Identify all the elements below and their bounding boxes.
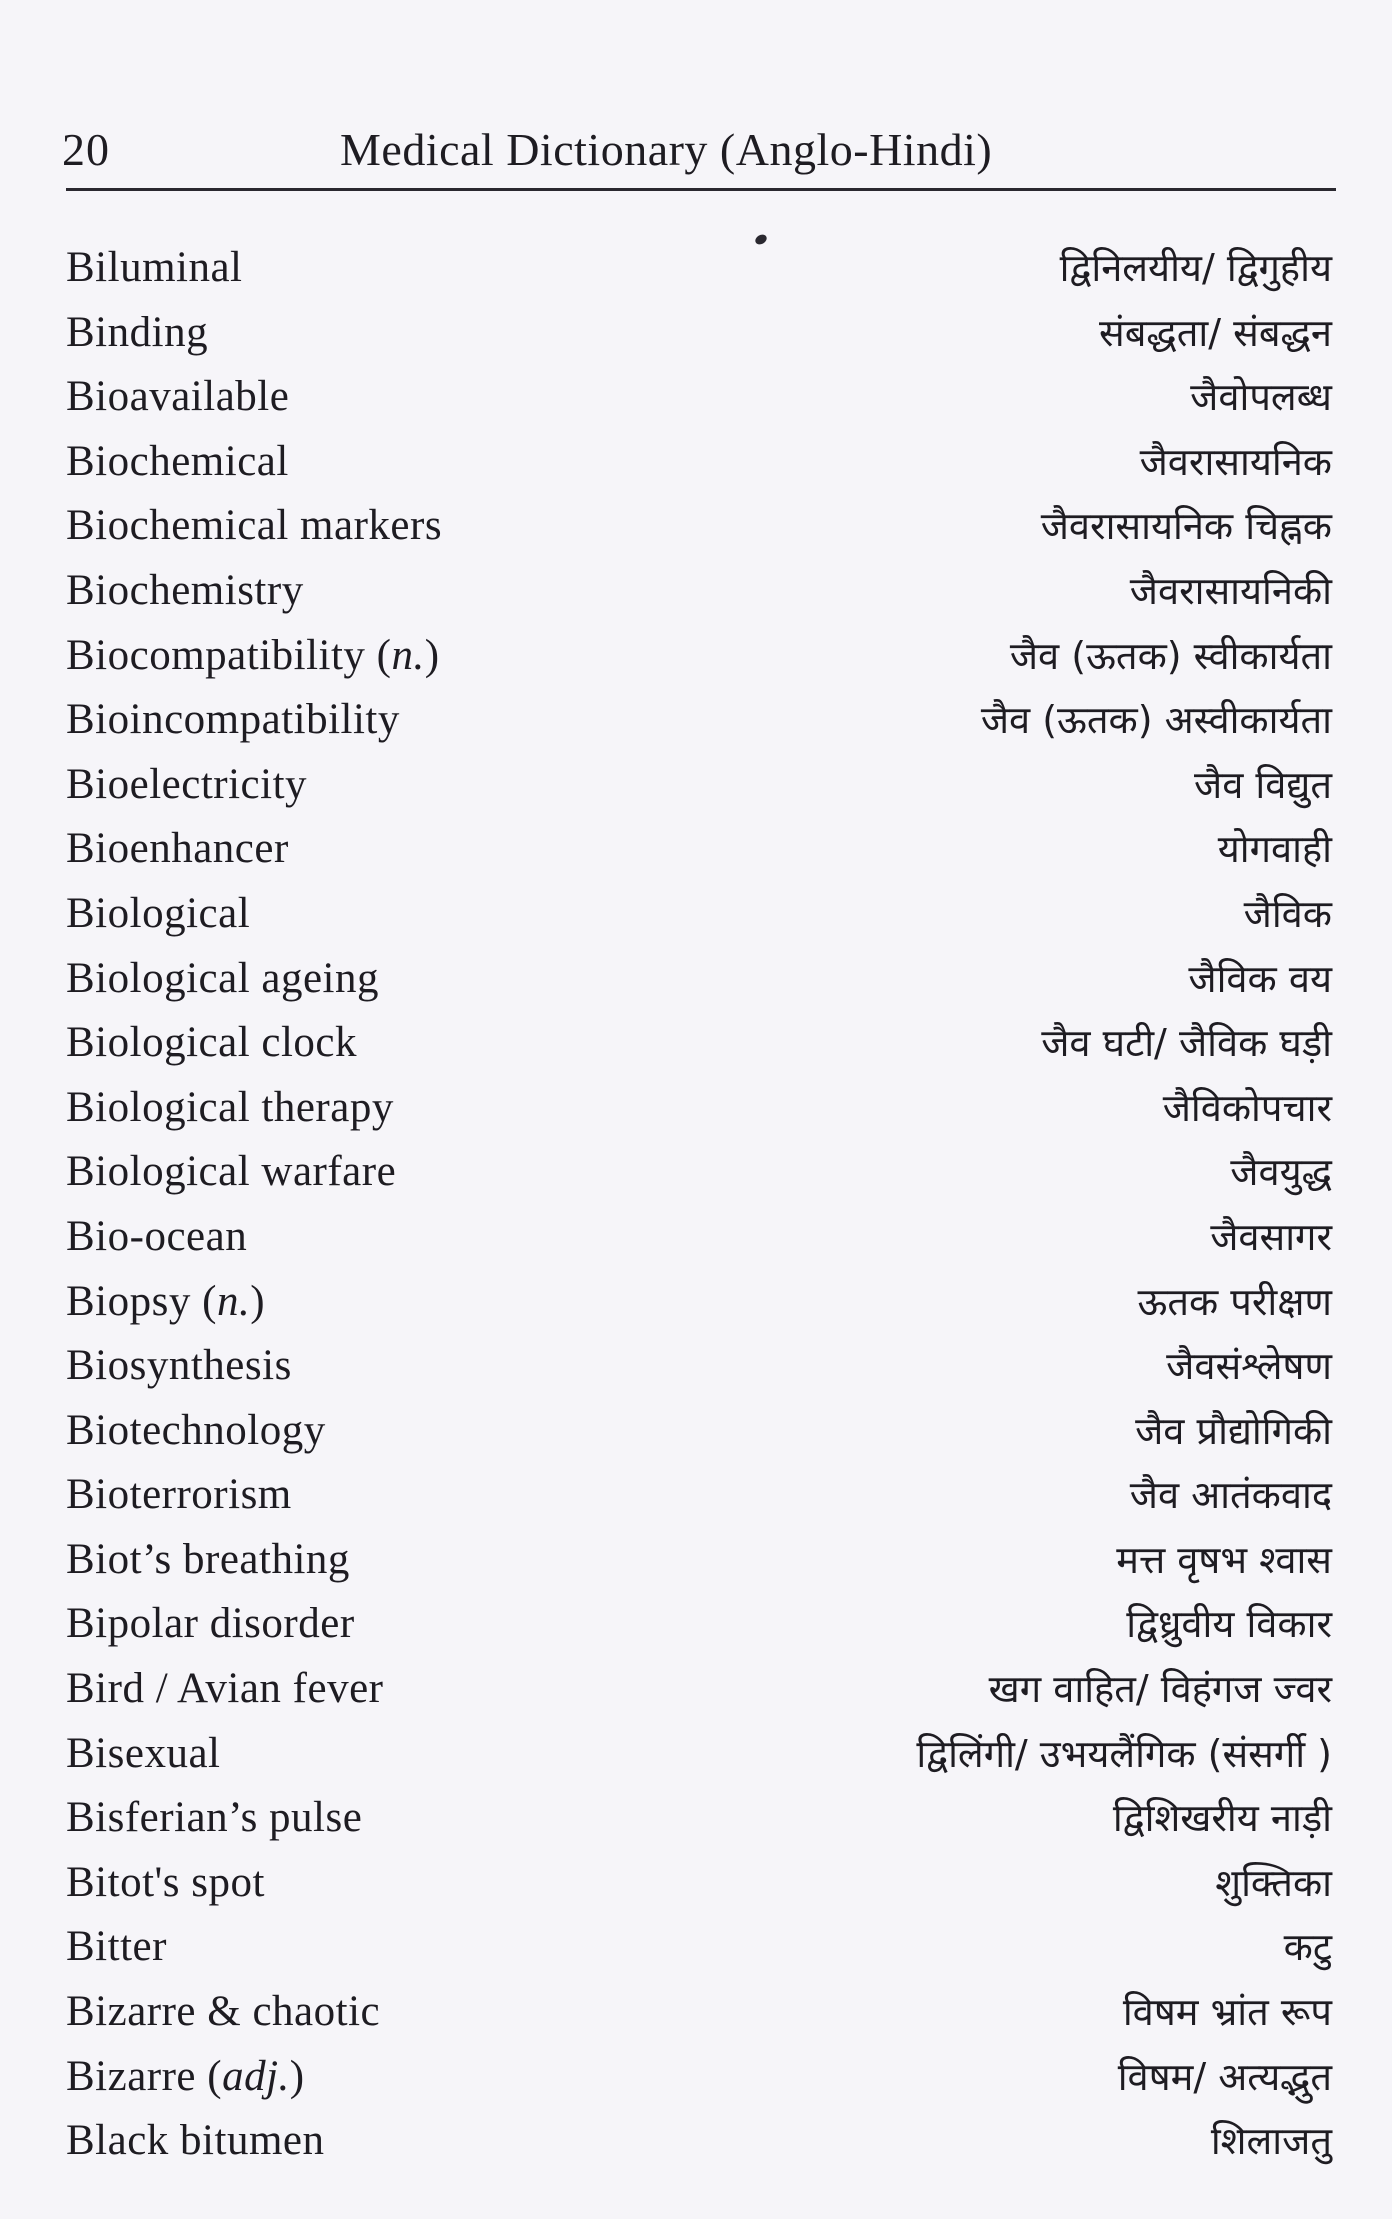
entry-term <box>66 1403 326 1459</box>
dictionary-entry <box>0 2113 1392 2178</box>
dictionary-entry <box>0 1209 1392 1274</box>
entry-term-text: Bioterrorism <box>66 1471 292 1519</box>
entry-hindi-translation: जैवसागर <box>1210 1214 1332 1259</box>
dictionary-entry <box>0 628 1392 693</box>
entry-hindi-translation: ऊतक परीक्षण <box>1137 1279 1332 1324</box>
entry-hindi-translation: जैविक वय <box>1188 956 1332 1001</box>
entry-hindi-translation: शिलाजतु <box>1210 2119 1332 2164</box>
entry-term <box>66 2049 305 2105</box>
entry-hindi-translation: जैव (ऊतक) अस्वीकार्यता <box>980 698 1332 743</box>
entry-term <box>66 1790 362 1846</box>
entry-term-text: Biological warfare <box>66 1148 397 1196</box>
dictionary-entry <box>0 1661 1392 1726</box>
dictionary-entry <box>0 563 1392 628</box>
entry-term <box>66 2113 324 2169</box>
entry-term <box>66 1532 350 1588</box>
entry-term-text: Bird / Avian fever <box>66 1665 384 1713</box>
entry-term-text: Black bitumen <box>66 2117 325 2165</box>
entry-term-text: Biological clock <box>66 1019 358 1067</box>
dictionary-entry <box>0 434 1392 499</box>
entry-term <box>66 1338 292 1394</box>
entry-term-text: Biological therapy <box>66 1083 394 1131</box>
entry-hindi-translation: विषम भ्रांत रूप <box>1122 1990 1332 2035</box>
entry-term <box>66 1726 220 1782</box>
page-number: 20 <box>62 124 110 175</box>
entry-term-text: Biotechnology <box>66 1406 326 1454</box>
entry-hindi-translation: विषम/ अत्यद्भुत <box>1117 2054 1332 2099</box>
entry-term-text: Bipolar disorder <box>66 1600 355 1648</box>
entry-term-text: Bioincompatibility <box>66 696 400 744</box>
dictionary-entry <box>0 369 1392 434</box>
entry-term-text: Binding <box>66 308 209 356</box>
entry-hindi-translation: जैव आतंकवाद <box>1129 1473 1332 1518</box>
entry-term <box>66 628 440 684</box>
dictionary-entry <box>0 1532 1392 1597</box>
entry-term <box>66 498 442 554</box>
entry-term-text: Bisexual <box>66 1729 221 1777</box>
running-title: Medical Dictionary (Anglo-Hindi) <box>340 124 993 175</box>
entry-list <box>0 240 1392 2178</box>
entry-term <box>66 1274 265 1330</box>
dictionary-entry <box>0 498 1392 563</box>
header-rule <box>66 188 1336 191</box>
entry-term <box>66 951 379 1007</box>
dictionary-entry <box>0 1144 1392 1209</box>
entry-term-suffix: ) <box>289 2052 305 2100</box>
entry-term <box>66 821 289 877</box>
entry-part-of-speech: n. <box>391 631 425 679</box>
dictionary-entry <box>0 1726 1392 1791</box>
entry-term-text: Bioelectricity <box>66 760 308 808</box>
entry-hindi-translation: जैव (ऊतक) स्वीकार्यता <box>1009 633 1332 678</box>
dictionary-entry <box>0 1338 1392 1403</box>
entry-term <box>66 1080 394 1136</box>
entry-term-text: Bizarre & chaotic <box>66 1988 381 2036</box>
dictionary-entry <box>0 886 1392 951</box>
dictionary-entry <box>0 1403 1392 1468</box>
dictionary-entry <box>0 240 1392 305</box>
entry-hindi-translation: जैविक <box>1243 891 1332 936</box>
entry-hindi-translation: कटु <box>1283 1925 1332 1970</box>
entry-term <box>66 757 307 813</box>
dictionary-entry <box>0 1080 1392 1145</box>
dictionary-entry <box>0 1596 1392 1661</box>
entry-hindi-translation: द्विध्रुवीय विकार <box>1126 1602 1332 1647</box>
entry-term-text: Bitter <box>66 1923 167 1971</box>
dictionary-entry <box>0 1919 1392 1984</box>
entry-term <box>66 369 289 425</box>
entry-hindi-translation: जैविकोपचार <box>1162 1085 1332 1130</box>
entry-term-text: Bioavailable <box>66 373 290 421</box>
entry-term-text: Bizarre ( <box>66 2052 223 2100</box>
dictionary-entry <box>0 1790 1392 1855</box>
entry-hindi-translation: संबद्धता/ संबद्धन <box>1099 310 1332 355</box>
entry-term-text: Biluminal <box>66 244 243 291</box>
dictionary-entry <box>0 1855 1392 1920</box>
entry-term <box>66 886 250 942</box>
entry-term-text: Biot’s breathing <box>66 1535 350 1583</box>
entry-part-of-speech: n. <box>216 1277 251 1325</box>
dictionary-entry <box>0 951 1392 1016</box>
entry-term-text: Biocompatibility ( <box>66 631 392 679</box>
entry-hindi-translation: जैव विद्युत <box>1194 762 1332 807</box>
entry-hindi-translation: जैवसंश्लेषण <box>1166 1344 1332 1389</box>
entry-term <box>66 1661 383 1717</box>
entry-term-suffix: ) <box>424 631 440 679</box>
entry-term-text: Biochemical markers <box>66 502 443 550</box>
dictionary-entry <box>0 2049 1392 2114</box>
entry-term-text: Biochemical <box>66 437 289 485</box>
dictionary-entry <box>0 305 1392 370</box>
entry-term <box>66 1984 380 2040</box>
entry-hindi-translation: जैव घटी/ जैविक घड़ी <box>1041 1021 1332 1066</box>
dictionary-entry <box>0 1984 1392 2049</box>
entry-term-text: Biological ageing <box>66 954 380 1002</box>
entry-hindi-translation: जैवरासायनिकी <box>1129 568 1332 613</box>
entry-term <box>66 434 289 490</box>
entry-hindi-translation: जैवोपलब्ध <box>1190 375 1332 420</box>
entry-term-text: Bitot's spot <box>66 1858 265 1906</box>
dictionary-entry <box>0 821 1392 886</box>
entry-hindi-translation: जैवरासायनिक चिह्नक <box>1040 504 1332 549</box>
entry-hindi-translation: खग वाहित/ विहंगज ज्वर <box>988 1667 1332 1712</box>
dictionary-entry <box>0 1274 1392 1339</box>
entry-term <box>66 1919 167 1975</box>
entry-term-suffix: ) <box>250 1277 266 1325</box>
entry-hindi-translation: मत्त वृषभ श्वास <box>1116 1537 1332 1582</box>
entry-term-text: Biopsy ( <box>66 1277 217 1325</box>
entry-term-text: Bisferian’s pulse <box>66 1794 363 1842</box>
page-header <box>62 118 1336 190</box>
dictionary-entry <box>0 1467 1392 1532</box>
entry-term <box>66 1144 396 1200</box>
dictionary-entry <box>0 1015 1392 1080</box>
entry-term <box>66 692 400 748</box>
entry-term-text: Biosynthesis <box>66 1342 292 1390</box>
entry-term-text: Bioenhancer <box>66 825 289 873</box>
dictionary-entry <box>0 757 1392 822</box>
entry-hindi-translation: द्विनिलयीय/ द्विगुहीय <box>1059 246 1332 290</box>
entry-term <box>66 1596 355 1652</box>
entry-term <box>66 305 208 361</box>
entry-term <box>66 1209 247 1265</box>
entry-hindi-translation: योगवाही <box>1217 827 1332 872</box>
entry-term-text: Biological <box>66 889 251 937</box>
entry-hindi-translation: द्विलिंगी/ उभयलैंगिक (संसर्गी ) <box>916 1731 1332 1776</box>
entry-term <box>66 563 304 619</box>
entry-hindi-translation: द्विशिखरीय नाड़ी <box>1112 1796 1332 1841</box>
entry-term <box>66 1855 265 1911</box>
entry-hindi-translation: शुक्तिका <box>1215 1860 1332 1905</box>
entry-term-text: Bio-ocean <box>66 1212 248 1260</box>
entry-hindi-translation: जैवयुद्ध <box>1230 1150 1332 1195</box>
entry-term-text: Biochemistry <box>66 566 304 614</box>
entry-hindi-translation: जैव प्रौद्योगिकी <box>1135 1408 1332 1453</box>
dictionary-entry <box>0 692 1392 757</box>
entry-term <box>66 1015 357 1071</box>
entry-term <box>66 1467 292 1523</box>
entry-part-of-speech: adj. <box>222 2052 290 2100</box>
entry-term <box>66 240 243 296</box>
entry-hindi-translation: जैवरासायनिक <box>1139 439 1332 484</box>
